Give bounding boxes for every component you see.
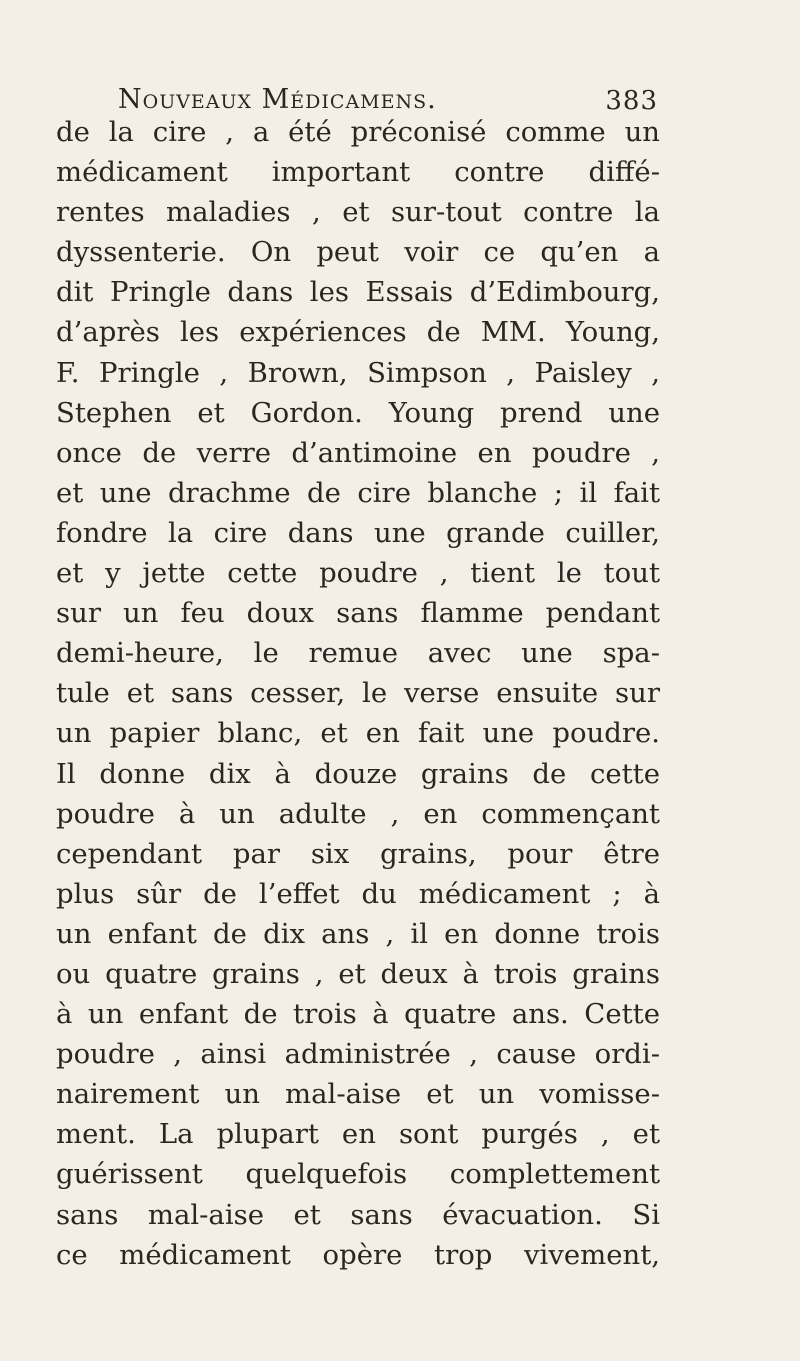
page-number: 383 — [605, 86, 658, 116]
text-line: Il donne dix à douze grains de cette — [56, 757, 660, 790]
text-line: d’après les expériences de MM. Young, — [56, 316, 660, 349]
text-line: et y jette cette poudre , tient le tout — [56, 557, 660, 590]
text-line: fondre la cire dans une grande cuiller, — [56, 516, 660, 549]
text-line: à un enfant de trois à quatre ans. Cette — [56, 998, 660, 1031]
text-line: poudre à un adulte , en commençant — [56, 797, 660, 830]
text-line: guérissent quelquefois complettement — [56, 1158, 660, 1191]
text-line: once de verre d’antimoine en poudre , — [56, 436, 660, 469]
text-line: et une drachme de cire blanche ; il fait — [56, 476, 660, 509]
text-line: ce médicament opère trop vivement, — [56, 1238, 660, 1271]
text-line: sur un feu doux sans flamme pendant — [56, 597, 660, 630]
text-line: médicament important contre diffé- — [56, 156, 660, 189]
text-line: rentes maladies , et sur-tout contre la — [56, 196, 660, 229]
running-head-title: Nouveaux Médicamens. — [118, 84, 437, 115]
text-line: poudre , ainsi administrée , cause ordi- — [56, 1038, 660, 1071]
body-text — [56, 112, 660, 1275]
text-line: un papier blanc, et en fait une poudre. — [56, 717, 660, 750]
text-line: Stephen et Gordon. Young prend une — [56, 396, 660, 429]
text-line: sans mal-aise et sans évacuation. Si — [56, 1198, 660, 1231]
text-line: demi-heure, le remue avec une spa- — [56, 637, 660, 670]
text-line: F. Pringle , Brown, Simpson , Paisley , — [56, 356, 660, 389]
text-line: un enfant de dix ans , il en donne trois — [56, 917, 660, 950]
text-line: dit Pringle dans les Essais d’Edimbourg, — [56, 276, 660, 309]
text-line: ou quatre grains , et deux à trois grains — [56, 957, 660, 990]
text-line: tule et sans cesser, le verse ensuite sur — [56, 677, 660, 710]
text-line: de la cire , a été préconisé comme un — [56, 116, 660, 148]
text-line: ment. La plupart en sont purgés , et — [56, 1118, 660, 1151]
text-line: plus sûr de l’effet du médicament ; à — [56, 877, 660, 910]
text-line: dyssenterie. On peut voir ce qu’en a — [56, 236, 660, 269]
text-line: nairement un mal-aise et un vomisse- — [56, 1078, 660, 1111]
text-line: cependant par six grains, pour être — [56, 837, 660, 870]
